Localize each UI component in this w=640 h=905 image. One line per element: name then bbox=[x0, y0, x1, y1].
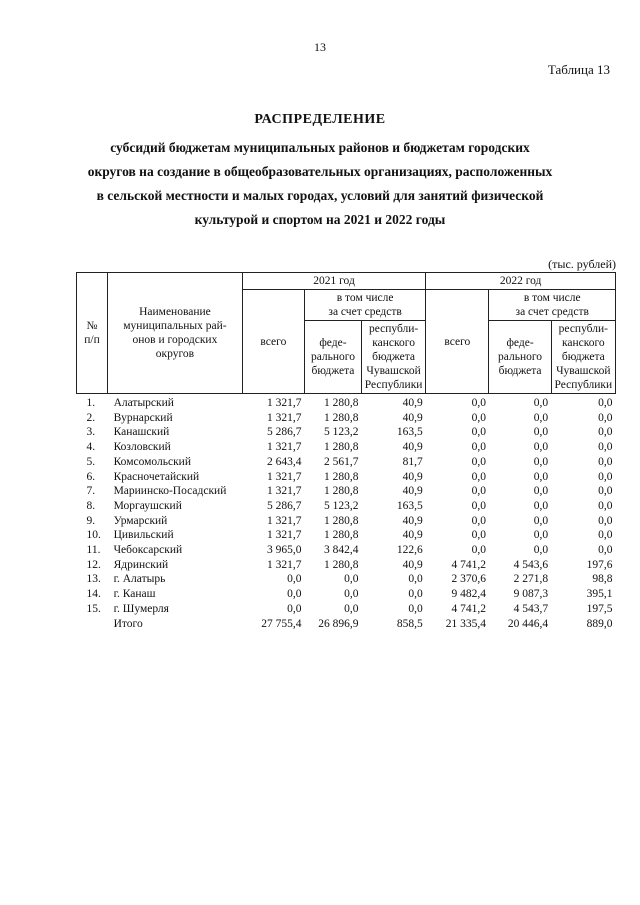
federal-2022-cell: 0,0 bbox=[533, 544, 549, 557]
republic-2021-cell: 858,5 bbox=[396, 617, 423, 630]
republic-2022-cell: 0,0 bbox=[598, 441, 613, 454]
table-body bbox=[77, 394, 616, 632]
table-row bbox=[77, 558, 616, 573]
republic-2022-cell: 0,0 bbox=[598, 397, 613, 409]
row-number-cell: 2. bbox=[86, 411, 96, 424]
republic-2021-cell: 40,9 bbox=[402, 470, 423, 483]
region-name-cell: Чебоксарский bbox=[113, 544, 183, 557]
table-row bbox=[77, 425, 616, 440]
republic-2021-cell: 163,5 bbox=[396, 499, 423, 512]
region-name-cell: Моргаушский bbox=[113, 499, 182, 512]
total-2022-cell: 0,0 bbox=[471, 529, 486, 542]
total-2022-cell: 2 370,6 bbox=[451, 573, 486, 586]
federal-2022-cell: 4 543,7 bbox=[513, 602, 549, 615]
republic-2022-cell: 98,8 bbox=[592, 573, 613, 586]
republic-2022-cell: 0,0 bbox=[598, 544, 613, 557]
document-title: РАСПРЕДЕЛЕНИЕ bbox=[254, 112, 386, 127]
republic-2022-cell: 0,0 bbox=[598, 499, 613, 512]
federal-2022-cell: 0,0 bbox=[533, 499, 549, 512]
row-number-cell: 6. bbox=[86, 470, 96, 483]
republic-2021-cell: 40,9 bbox=[402, 441, 423, 454]
header-year-2021: 2021 год bbox=[242, 273, 425, 290]
federal-2022-cell: 20 446,4 bbox=[507, 617, 549, 630]
federal-2021-cell: 1 280,8 bbox=[323, 529, 359, 542]
table-row bbox=[77, 440, 616, 455]
republic-2022-cell: 0,0 bbox=[598, 411, 613, 424]
row-number-cell: 5. bbox=[86, 455, 96, 468]
total-2021-cell: 5 286,7 bbox=[266, 499, 302, 512]
total-2022-cell: 4 741,2 bbox=[451, 558, 486, 571]
total-2022-cell: 0,0 bbox=[471, 426, 486, 439]
header-name: Наименование муниципальных рай- онов и городских округов bbox=[108, 273, 243, 394]
total-2021-cell: 27 755,4 bbox=[261, 617, 302, 630]
row-number-cell: 12. bbox=[86, 558, 101, 571]
document-title-block bbox=[60, 112, 580, 232]
federal-2021-cell: 1 280,8 bbox=[323, 558, 359, 571]
table-row bbox=[77, 470, 616, 485]
republic-2021-cell: 0,0 bbox=[408, 588, 423, 601]
federal-2022-cell: 0,0 bbox=[533, 514, 549, 527]
table-row bbox=[77, 602, 616, 617]
federal-2022-cell: 0,0 bbox=[533, 397, 549, 409]
total-2022-cell: 0,0 bbox=[471, 455, 486, 468]
header-row-number: № п/п bbox=[77, 273, 108, 394]
region-name-cell: Ядринский bbox=[113, 558, 169, 571]
republic-2021-cell: 40,9 bbox=[402, 397, 423, 409]
region-name-cell: Канашский bbox=[113, 426, 170, 439]
subsidy-table bbox=[76, 272, 616, 631]
total-2021-cell: 1 321,7 bbox=[266, 485, 302, 498]
total-2021-cell: 5 286,7 bbox=[266, 426, 302, 439]
row-number-cell: 13. bbox=[86, 573, 101, 586]
republic-2021-cell: 0,0 bbox=[408, 573, 423, 586]
header-total-2022: всего bbox=[426, 290, 489, 394]
federal-2021-cell: 1 280,8 bbox=[323, 485, 359, 498]
federal-2021-cell: 26 896,9 bbox=[318, 617, 359, 630]
total-2021-cell: 1 321,7 bbox=[266, 397, 302, 409]
federal-2022-cell: 2 271,8 bbox=[513, 573, 549, 586]
federal-2021-cell: 0,0 bbox=[344, 588, 359, 601]
document-subtitle-line: округов на создание в общеобразовательных организациях, расположенных bbox=[87, 164, 553, 179]
table-row bbox=[77, 499, 616, 514]
total-2021-cell: 2 643,4 bbox=[266, 455, 302, 468]
region-name-cell: г. Шумерля bbox=[113, 602, 169, 615]
header-republic-2021: республи- канского бюджета Чувашской Республики bbox=[361, 321, 425, 394]
federal-2022-cell: 4 543,6 bbox=[513, 558, 549, 571]
region-name-cell: Красночетайский bbox=[113, 470, 200, 483]
header-year-2022: 2022 год bbox=[426, 273, 616, 290]
region-name-cell: Козловский bbox=[113, 441, 171, 454]
table-row bbox=[77, 528, 616, 543]
federal-2021-cell: 3 842,4 bbox=[323, 544, 359, 557]
header-including-2021: в том числе за счет средств bbox=[304, 290, 425, 321]
federal-2022-cell: 0,0 bbox=[533, 441, 549, 454]
total-2021-cell: 1 321,7 bbox=[266, 411, 302, 424]
republic-2022-cell: 0,0 bbox=[598, 514, 613, 527]
header-including-2022: в том числе за счет средств bbox=[489, 290, 616, 321]
federal-2022-cell: 9 087,3 bbox=[513, 588, 549, 601]
region-name-cell: г. Канаш bbox=[113, 588, 156, 601]
total-row bbox=[77, 617, 616, 632]
total-2021-cell: 3 965,0 bbox=[266, 544, 302, 557]
header-federal-2022: феде- рального бюджета bbox=[489, 321, 551, 394]
federal-2022-cell: 0,0 bbox=[533, 485, 549, 498]
table-row bbox=[77, 587, 616, 602]
row-number-cell: 14. bbox=[86, 588, 101, 601]
total-2021-cell: 0,0 bbox=[287, 573, 302, 586]
republic-2022-cell: 197,5 bbox=[586, 602, 613, 615]
republic-2022-cell: 0,0 bbox=[598, 470, 613, 483]
republic-2021-cell: 40,9 bbox=[402, 485, 423, 498]
region-name-cell: г. Алатырь bbox=[113, 573, 166, 586]
document-subtitle-line: культурой и спортом на 2021 и 2022 годы bbox=[194, 212, 446, 227]
federal-2021-cell: 0,0 bbox=[344, 573, 359, 586]
row-number-cell: 10. bbox=[86, 529, 101, 542]
total-2022-cell: 0,0 bbox=[471, 470, 486, 483]
region-name-cell: Цивильский bbox=[113, 529, 174, 542]
total-2022-cell: 0,0 bbox=[471, 499, 486, 512]
row-number-cell: 4. bbox=[86, 441, 96, 454]
table-row bbox=[77, 514, 616, 529]
total-2021-cell: 1 321,7 bbox=[266, 441, 302, 454]
region-name-cell: Урмарский bbox=[113, 514, 168, 527]
republic-2021-cell: 40,9 bbox=[402, 411, 423, 424]
document-subtitle-line: в сельской местности и малых городах, условий для занятий физической bbox=[96, 188, 544, 203]
region-name-cell: Итого bbox=[113, 617, 143, 630]
federal-2021-cell: 5 123,2 bbox=[323, 499, 359, 512]
federal-2021-cell: 0,0 bbox=[344, 602, 359, 615]
document-subtitle-line: субсидий бюджетам муниципальных районов и бюджетам городских bbox=[110, 140, 530, 155]
table-row bbox=[77, 543, 616, 558]
header-republic-2022: республи- канского бюджета Чувашской Республики bbox=[551, 321, 615, 394]
row-number-cell: 1. bbox=[86, 397, 96, 409]
republic-2021-cell: 40,9 bbox=[402, 558, 423, 571]
republic-2022-cell: 197,6 bbox=[586, 558, 613, 571]
republic-2021-cell: 122,6 bbox=[396, 544, 423, 557]
federal-2021-cell: 5 123,2 bbox=[323, 426, 359, 439]
row-number-cell: 15. bbox=[86, 602, 101, 615]
republic-2022-cell: 0,0 bbox=[598, 426, 613, 439]
republic-2022-cell: 0,0 bbox=[598, 455, 613, 468]
federal-2021-cell: 1 280,8 bbox=[323, 514, 359, 527]
total-2021-cell: 1 321,7 bbox=[266, 470, 302, 483]
row-number-cell: 7. bbox=[86, 485, 96, 498]
region-name-cell: Комсомольский bbox=[113, 455, 191, 468]
table-label: Таблица 13 bbox=[547, 62, 610, 77]
republic-2022-cell: 0,0 bbox=[598, 485, 613, 498]
total-2021-cell: 0,0 bbox=[287, 602, 302, 615]
total-2021-cell: 0,0 bbox=[287, 588, 302, 601]
header-total-2021: всего bbox=[242, 290, 304, 394]
federal-2022-cell: 0,0 bbox=[533, 470, 549, 483]
total-2022-cell: 0,0 bbox=[471, 441, 486, 454]
region-name-cell: Мариинско-Посадский bbox=[113, 485, 227, 498]
row-number-cell: 11. bbox=[86, 544, 101, 557]
total-2022-cell: 21 335,4 bbox=[445, 617, 486, 630]
table-row bbox=[77, 484, 616, 499]
table-row bbox=[77, 455, 616, 470]
republic-2021-cell: 40,9 bbox=[402, 529, 423, 542]
republic-2021-cell: 0,0 bbox=[408, 602, 423, 615]
federal-2022-cell: 0,0 bbox=[533, 455, 549, 468]
table-row bbox=[77, 411, 616, 426]
page-number: 13 bbox=[314, 40, 326, 54]
total-2022-cell: 9 482,4 bbox=[451, 588, 486, 601]
units-label: (тыс. рублей) bbox=[548, 257, 616, 271]
republic-2022-cell: 395,1 bbox=[586, 588, 613, 601]
republic-2021-cell: 40,9 bbox=[402, 514, 423, 527]
total-2022-cell: 4 741,2 bbox=[451, 602, 486, 615]
row-number-cell: 9. bbox=[86, 514, 96, 527]
total-2021-cell: 1 321,7 bbox=[266, 529, 302, 542]
federal-2021-cell: 1 280,8 bbox=[323, 411, 359, 424]
region-name-cell: Вурнарский bbox=[113, 411, 173, 424]
row-number-cell: 8. bbox=[86, 499, 96, 512]
row-number-cell: 3. bbox=[86, 426, 96, 439]
total-2022-cell: 0,0 bbox=[471, 397, 486, 409]
total-2022-cell: 0,0 bbox=[471, 485, 486, 498]
total-2021-cell: 1 321,7 bbox=[266, 514, 302, 527]
total-2022-cell: 0,0 bbox=[471, 514, 486, 527]
total-2022-cell: 0,0 bbox=[471, 544, 486, 557]
federal-2021-cell: 1 280,8 bbox=[323, 441, 359, 454]
total-2021-cell: 1 321,7 bbox=[266, 558, 302, 571]
federal-2021-cell: 1 280,8 bbox=[323, 470, 359, 483]
table-row bbox=[77, 394, 616, 411]
republic-2021-cell: 163,5 bbox=[396, 426, 423, 439]
federal-2022-cell: 0,0 bbox=[533, 411, 549, 424]
row-number-cell bbox=[77, 617, 108, 632]
federal-2022-cell: 0,0 bbox=[533, 426, 549, 439]
federal-2021-cell: 1 280,8 bbox=[323, 397, 359, 409]
republic-2022-cell: 0,0 bbox=[598, 529, 613, 542]
federal-2021-cell: 2 561,7 bbox=[323, 455, 359, 468]
table-row bbox=[77, 572, 616, 587]
republic-2022-cell: 889,0 bbox=[586, 617, 613, 630]
republic-2021-cell: 81,7 bbox=[402, 455, 423, 468]
header-federal-2021: феде- рального бюджета bbox=[304, 321, 361, 394]
federal-2022-cell: 0,0 bbox=[533, 529, 549, 542]
region-name-cell: Алатырский bbox=[113, 397, 174, 409]
total-2022-cell: 0,0 bbox=[471, 411, 486, 424]
